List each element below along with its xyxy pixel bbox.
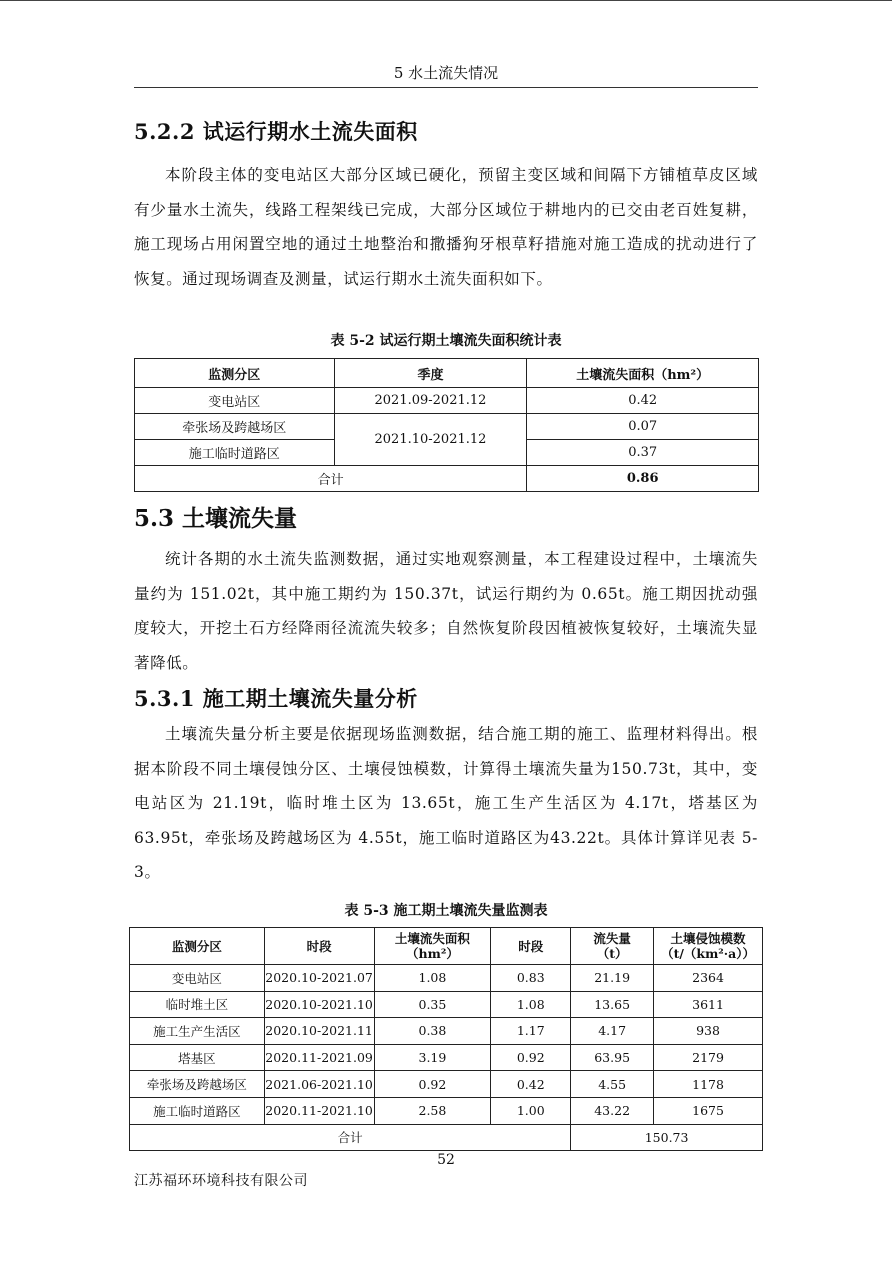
- table-row: [130, 1018, 763, 1045]
- page-number: 52: [437, 1152, 455, 1168]
- table-total-row: [130, 1124, 763, 1151]
- zone-cell: 牵张场及跨越场区: [130, 1071, 265, 1098]
- duration-cell: 0.42: [491, 1071, 571, 1098]
- header-cell: 季度: [334, 359, 527, 388]
- table-row: [130, 1097, 763, 1124]
- table-5-2: [134, 358, 759, 492]
- area-cell: 2.58: [374, 1097, 491, 1124]
- header-cell: [571, 928, 654, 965]
- header-cell: 监测分区: [135, 359, 335, 388]
- header-line: 土壤侵蚀模数: [670, 931, 746, 946]
- zone-cell: 变电站区: [130, 965, 265, 992]
- area-cell: 3.19: [374, 1044, 491, 1071]
- header-cell: [654, 928, 763, 965]
- table-row: [130, 1071, 763, 1098]
- loss-cell: 21.19: [571, 965, 654, 992]
- table-header-row: [135, 359, 759, 388]
- total-label-cell: 合计: [135, 466, 527, 492]
- header-unit: （t）: [596, 946, 628, 961]
- total-value-cell: 150.73: [571, 1124, 763, 1151]
- area-cell: 1.08: [374, 965, 491, 992]
- area-cell: 0.42: [527, 388, 759, 414]
- period-cell: 2021.06-2021.10: [264, 1071, 374, 1098]
- section-5-3-1-paragraph: 土壤流失量分析主要是依据现场监测数据，结合施工期的施工、监理材料得出。根据本阶段不同土壤侵蚀分区、土壤侵蚀模数，计算得土壤流失量为150.73t，其中，变电站区为 21.19t，临时堆土区为 13.65t，施工生产生活区为 4.17t，塔基区为 63.95t，牵张场及跨越场区为 4.55t，施工临时道路区为43.22t。具体计算详见表 5-3。: [134, 725, 758, 881]
- table-row: [130, 991, 763, 1018]
- section-5-2-2-paragraph: 本阶段主体的变电站区大部分区域已硬化，预留主变区域和间隔下方铺植草皮区域有少量水土流失，线路工程架线已完成，大部分区域位于耕地内的已交由老百姓复耕，施工现场占用闲置空地的通过土地整治和撒播狗牙根草籽措施对施工造成的扰动进行了恢复。通过现场调查及测量，试运行期水土流失面积如下。: [134, 166, 758, 288]
- zone-cell: 施工临时道路区: [130, 1097, 265, 1124]
- area-cell: 0.37: [527, 440, 759, 466]
- zone-cell: 牵张场及跨越场区: [135, 414, 335, 440]
- period-cell: 2020.11-2021.09: [264, 1044, 374, 1071]
- area-cell: 0.38: [374, 1018, 491, 1045]
- area-cell: 0.07: [527, 414, 759, 440]
- section-5-2-2-heading: 5.2.2 试运行期水土流失面积: [134, 119, 418, 144]
- zone-cell: 塔基区: [130, 1044, 265, 1071]
- table-row: [130, 1044, 763, 1071]
- modulus-cell: 2364: [654, 965, 763, 992]
- total-value-cell: 0.86: [527, 466, 759, 492]
- table-5-3: [129, 927, 763, 1151]
- modulus-cell: 2179: [654, 1044, 763, 1071]
- duration-cell: 0.92: [491, 1044, 571, 1071]
- header-cell: 土壤流失面积（hm²）: [527, 359, 759, 388]
- period-cell: 2020.10-2021.10: [264, 991, 374, 1018]
- period-cell: 2020.10-2021.11: [264, 1018, 374, 1045]
- table-row: [135, 388, 759, 414]
- section-5-3-1-heading: 5.3.1 施工期土壤流失量分析: [134, 686, 418, 711]
- loss-cell: 63.95: [571, 1044, 654, 1071]
- loss-cell: 4.17: [571, 1018, 654, 1045]
- duration-cell: 0.83: [491, 965, 571, 992]
- header-unit: （t/（km²·a））: [661, 946, 755, 961]
- table-header-row: [130, 928, 763, 965]
- zone-cell: 施工生产生活区: [130, 1018, 265, 1045]
- modulus-cell: 1178: [654, 1071, 763, 1098]
- table-5-3-caption: 表 5-3 施工期土壤流失量监测表: [344, 903, 548, 919]
- top-border-line: [0, 0, 892, 1]
- header-unit: （hm²）: [406, 946, 459, 961]
- table-total-row: [135, 466, 759, 492]
- period-cell: 2020.11-2021.10: [264, 1097, 374, 1124]
- header-cell: 监测分区: [130, 928, 265, 965]
- zone-cell: 变电站区: [135, 388, 335, 414]
- header-cell: 时段: [491, 928, 571, 965]
- period-cell: 2020.10-2021.07: [264, 965, 374, 992]
- table-row: [130, 965, 763, 992]
- duration-cell: 1.00: [491, 1097, 571, 1124]
- period-cell: 2021.10-2021.12: [334, 414, 527, 466]
- header-cell: [374, 928, 491, 965]
- modulus-cell: 1675: [654, 1097, 763, 1124]
- table-5-2-caption: 表 5-2 试运行期土壤流失面积统计表: [330, 333, 562, 349]
- zone-cell: 临时堆土区: [130, 991, 265, 1018]
- loss-cell: 43.22: [571, 1097, 654, 1124]
- header-line: 土壤流失面积: [394, 931, 470, 946]
- table-row: [135, 414, 759, 440]
- section-5-3-paragraph: 统计各期的水土流失监测数据，通过实地观察测量，本工程建设过程中，土壤流失量约为 151.02t，其中施工期约为 150.37t，试运行期约为 0.65t。施工期因扰动强度较大，开挖土石方经降雨径流流失较多；自然恢复阶段因植被恢复较好，土壤流失显著降低。: [134, 550, 758, 672]
- duration-cell: 1.08: [491, 991, 571, 1018]
- section-5-3-heading: 5.3 土壤流失量: [134, 505, 298, 532]
- duration-cell: 1.17: [491, 1018, 571, 1045]
- loss-cell: 13.65: [571, 991, 654, 1018]
- running-header: 5 水土流失情况: [134, 62, 758, 88]
- footer-company: 江苏福环环境科技有限公司: [134, 1173, 308, 1189]
- area-cell: 0.92: [374, 1071, 491, 1098]
- header-cell: 时段: [264, 928, 374, 965]
- modulus-cell: 938: [654, 1018, 763, 1045]
- zone-cell: 施工临时道路区: [135, 440, 335, 466]
- area-cell: 0.35: [374, 991, 491, 1018]
- period-cell: 2021.09-2021.12: [334, 388, 527, 414]
- total-label-cell: 合计: [130, 1124, 571, 1151]
- header-line: 流失量: [593, 931, 631, 946]
- loss-cell: 4.55: [571, 1071, 654, 1098]
- modulus-cell: 3611: [654, 991, 763, 1018]
